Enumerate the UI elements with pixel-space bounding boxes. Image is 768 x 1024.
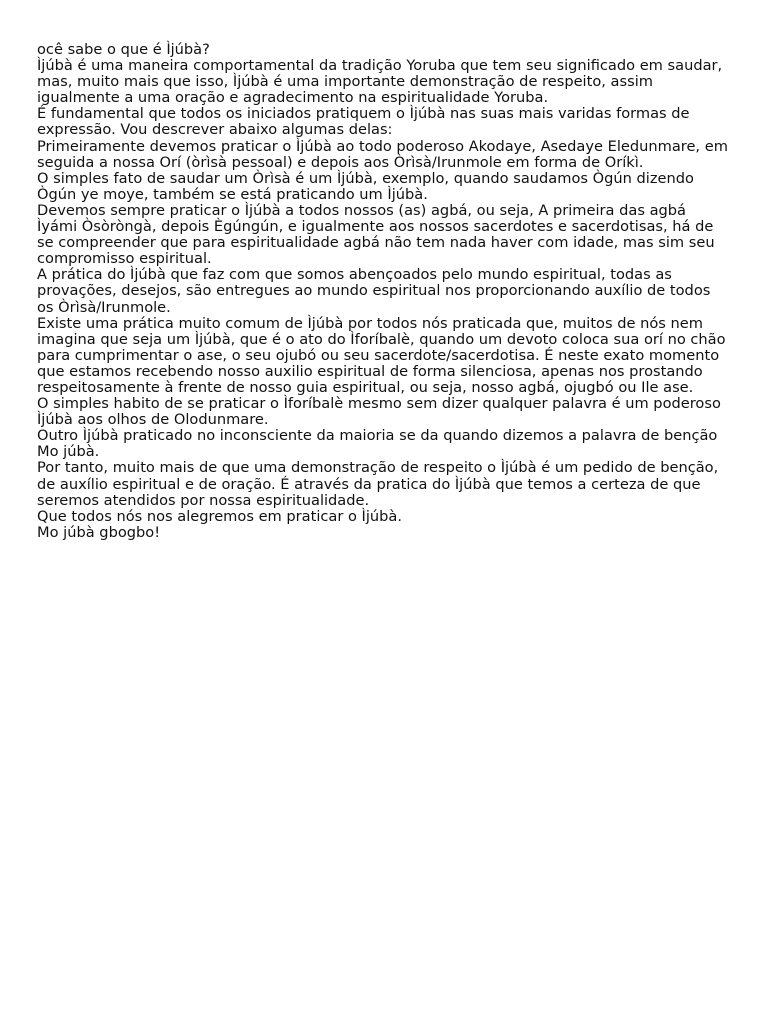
paragraph: O simples fato de saudar um Òrìsà é um Ìjúbà, exemplo, quando saudamos Ògún dizendo Ògún ye moye, também se está praticando um Ìjúbà. [37, 169, 694, 203]
paragraph: Por tanto, muito mais de que uma demonstração de respeito o Ìjúbà é um pedido de benção, de auxílio espiritual e de oração. É através da pratica do Ìjúbà que temos a certeza de que seremos atendidos por nossa espiritualidade. [37, 459, 719, 509]
paragraph: Ìjúbà é uma maneira comportamental da tradição Yoruba que tem seu significado em saudar, mas, muito mais que isso, Ìjúbà é uma importante demonstração de respeito, assim igualmente a uma oração e agradecimento na espiritualidade Yoruba. [37, 57, 723, 107]
paragraph: Que todos nós nos alegremos em praticar o Ìjúbà. [37, 507, 403, 525]
paragraph: A prática do Ìjúbà que faz com que somos abençoados pelo mundo espiritual, todas as provações, desejos, são entregues ao mundo espiritual nos proporcionando auxílio de todos os Òrìsà/Irunmole. [37, 266, 711, 316]
paragraph: Outro Ìjúbà praticado no inconsciente da maioria se da quando dizemos a palavra de benção Mo júbà. [37, 427, 718, 461]
paragraph: Existe uma prática muito comum de Ìjúbà por todos nós praticada que, muitos de nós nem imagina que seja um Ìjúbà, que é o ato do Ìforíbalè, quando um devoto coloca sua orí no chão para cumprimentar o ase, o seu ojubó ou seu sacerdote/sacerdotisa. É neste exato momento que estamos recebendo nosso auxilio espiritual de forma silenciosa, apenas nos prostando respeitosamente à frente de nosso guia espiritual, ou seja, nosso agbá, ojugbó ou Ile ase. [37, 314, 726, 396]
paragraph-closing: Mo júbà gbogbo! [37, 523, 161, 541]
paragraph: O simples habito de se praticar o Ìforíbalè mesmo sem dizer qualquer palavra é um poderoso Ìjúbà aos olhos de Olodunmare. [37, 395, 721, 429]
paragraph: Primeiramente devemos praticar o Ìjúbà ao todo poderoso Akodaye, Asedaye Eledunmare, em seguida a nossa Orí (òrìsà pessoal) e depois aos Òrìsà/Irunmole em forma de Oríkì. [37, 137, 728, 171]
paragraph-title: ocê sabe o que é Ìjúbà? [37, 41, 210, 58]
paragraph: Devemos sempre praticar o Ìjúbà a todos nossos (as) agbá, ou seja, A primeira das agbá Ìyámi Òsòròngà, depois Ègúngún, e igualmente aos nossos sacerdotes e sacerdotisas, há de se compreender que para espiritualidade agbá não tem nada haver com idade, mas sim seu compromisso espiritual. [37, 201, 715, 268]
paragraph: É fundamental que todos os iniciados pratiquem o Ìjúbà nas suas mais varidas formas de expressão. Vou descrever abaixo algumas delas: [37, 105, 690, 139]
